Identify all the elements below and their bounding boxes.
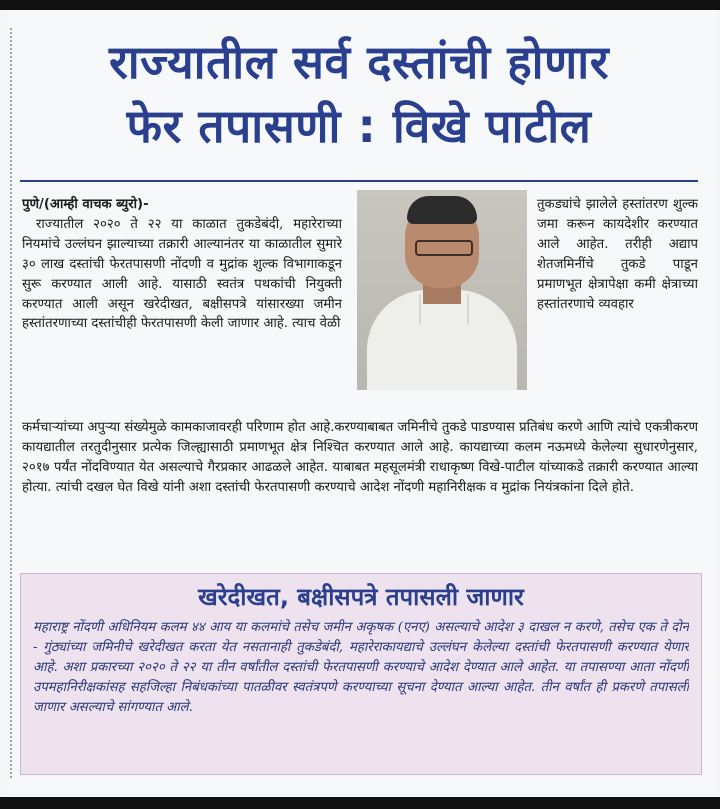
person-photo (357, 190, 527, 390)
box-title: खरेदीखत, बक्षीसपत्रे तपासली जाणार (198, 583, 524, 611)
headline (14, 30, 704, 158)
article-body-wide (22, 418, 698, 570)
dateline: पुणे/(आम्ही वाचक ब्युरो)- (22, 197, 149, 212)
headline-line-2: फेर तपासणी : विखे पाटील (126, 99, 592, 153)
column-2-text: तुकड्यांचे झालेले हस्तांतरण शुल्क जमा करून कायदेशीर करण्यात आले आहेत. तरीही अद्याप शेतजमिनींचे तुकडे पाडून प्रमाणभूत क्षेत्रापेक्षा कमी क्षेत्राच्या हस्तांतरणाचे व्यवहार (537, 197, 698, 312)
headline-line-1: राज्यातील सर्व दस्तांची होणार (108, 35, 610, 89)
column-1-text: राज्यातील २०२० ते २२ या काळात तुकडेबंदी, महारेराच्या नियमांचे उल्लंघन झाल्याच्या तक्रारी आल्यानंतर या काळातील सुमारे ३० लाख दस्तांची फेरतपासणी नोंदणी व मुद्रांक शुल्क विभागाकडून सुरू करण्यात आली आहे. यासाठी स्वतंत्र पथकांची नियुक्ती करण्यात आली असून खरेदीखत, बक्षीसपत्रे यांसारख्या जमीन हस्तांतरणाच्या दस्तांचीही फेरतपासणी केली जाणार आहे. त्याच वेळी (22, 216, 342, 332)
sidebar-box (20, 573, 702, 775)
article-column-1 (22, 195, 342, 410)
headline-rule (20, 180, 698, 182)
article-column-2 (537, 195, 698, 413)
bottom-border (0, 797, 720, 809)
wide-body-text: कर्मचाऱ्यांच्या अपुऱ्या संख्येमुळे कामकाजावरही परिणाम होत आहे.करण्याबाबत जमिनीचे तुकडे पाडण्यास प्रतिबंध करणे आणि त्यांचे एकत्रीकरण कायद्यातील तरतुदीनुसार प्रत्येक जिल्ह्यासाठी प्रमाणभूत क्षेत्र निश्चित करण्यात आले आहे. कायद्याच्या कलम नऊमध्ये केलेल्या सुधारणेनुसार, २०१७ पर्यंत नोंदविण्यात येत असल्याचे गैरप्रकार आढळले आहेत. याबाबत महसूलमंत्री राधाकृष्ण विखे-पाटील यांच्याकडे तक्रारी करण्यात आल्या होत्या. त्यांची दखल घेत विखे यांनी अशा दस्तांची फेरतपासणी करण्याचे आदेश नोंदणी महानिरीक्षक व मुद्रांक नियंत्रकांना दिले होते. (22, 420, 698, 495)
top-border (0, 0, 720, 10)
cut-edge-line (10, 28, 13, 778)
box-text: महाराष्ट्र नोंदणी अधिनियम कलम ४४ आय या कलमांचे तसेच जमीन अकृषक (एनए) असल्याचे आदेश ३ दाखल न करणे, तसेच एक ते दोन - गुंठ्यांच्या जमिनीचे खरेदीखत करता येत नसतानाही तुकडेबंदी, महारेराकायद्याचे उल्लंघन केलेल्या दस्तांची फेरतपासणी करण्यात येणार आहे. अशा प्रकारच्या २०२० ते २२ या तीन वर्षांतील दस्तांची फेरतपासणी करण्याचे आदेश देण्यात आले आहेत. या तपासण्या आता नोंदणी उपमहानिरीक्षकांसह सहजिल्हा निबंधकांच्या पातळीवर स्वतंत्रपणे करण्याच्या सूचना देण्यात आल्या आहेत. तीन वर्षांत ही प्रकरणे तपासली जाणार असल्याचे सांगण्यात आले. (33, 620, 689, 715)
